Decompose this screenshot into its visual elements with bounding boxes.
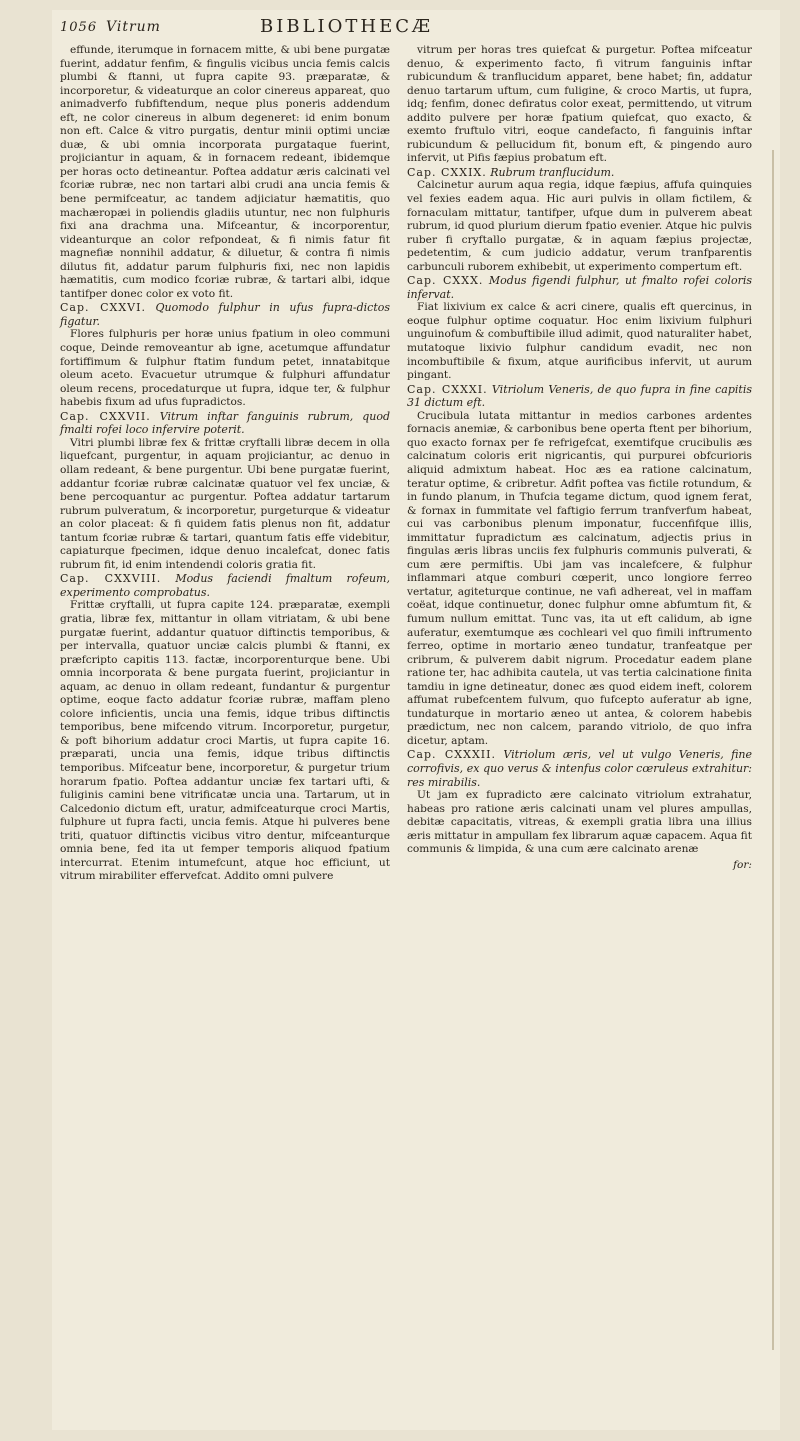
chapter-heading bbox=[60, 301, 390, 328]
paragraph: vitrum per horas tres quiefcat & purgetur. Poftea mifceatur denuo, & experimento facto, fi vitrum fanguinis inftar rubicundum & tranflucidum apparet, bene habet; fin, addatur denuo tartarum uftum, cum fuligine, & croco Martis, ut fupra, idq; fenfim, donec defiratus color exeat, permittendo, ut vitrum addito pulvere per horæ fpatium quiefcat, quo exacto, & exemto fruftulo vitri, eoque candefacto, fi fanguinis inftar rubicundum & pellucidum fit, bonum eft, & pingendo auro infervit, ut Pifis fæpius probatum eft. bbox=[407, 44, 752, 165]
page-edge-shadow bbox=[772, 150, 774, 1350]
running-head: BIBLIOTHECÆ bbox=[260, 16, 434, 37]
paragraph: Ut jam ex fupradicto ære calcinato vitriolum extrahatur, habeas pro ratione æris calcinati unam vel plures ampullas, debitæ capacitatis, vitreas, & exempli gratia libra una illius æris mittatur in ampullam fex librarum aquæ capacem. Aqua fit communis & limpida, & una cum ære calcinato arenæ bbox=[407, 789, 752, 856]
paragraph: Calcinetur aurum aqua regia, idque fæpius, affufa quinquies vel fexies eadem aqua. Hic auri pulvis in ollam fictilem, & fornaculam mittatur, tantifper, ufque dum in pulverem abeat rubrum, id quod plurium dierum fpatio evenier. Atque hic pulvis ruber fi cryftallo purgatæ, & in aquam fæpius projectæ, pedetentim, & cum judicio addatur, verum tranfparentis carbunculi ruborem exhibebit, ut experimento compertum eft. bbox=[407, 179, 752, 273]
chapter-number: Cap. CXXIX. bbox=[407, 165, 487, 179]
chapter-heading bbox=[60, 410, 390, 437]
chapter-number: Cap. CXXVIII. bbox=[60, 572, 162, 586]
catchword: for: bbox=[733, 858, 752, 871]
paragraph: Flores fulphuris per horæ unius fpatium in oleo communi coque, Deinde removeantur ab igne, acetumque affundatur fortiffimum & fulphur ftatim fundum petet, innatabitque oleum aceto. Evacuetur utrumque & fulphuri affundatur oleum recens, procedaturque ut fupra, idque ter, & fulphur habebis fixum ad ufus fupradictos. bbox=[60, 328, 390, 409]
chapter-title: Modus faciendi fmaltum rofeum, experimento comprobatus. bbox=[60, 572, 390, 599]
chapter-heading bbox=[407, 383, 752, 410]
chapter-heading bbox=[407, 274, 752, 301]
paragraph: effunde, iterumque in fornacem mitte, & ubi bene purgatæ fuerint, addatur fenfim, & fingulis vicibus uncia femis calcis plumbi & ftanni, ut fupra capite 93. præparatæ, & incorporetur, & videaturque an color cinereus appareat, quo animadverfo fubfiftendum, neque plus poneris addendum eft, ne color cinereus in album degeneret: id enim bonum non eft. Calce & vitro purgatis, dentur minii optimi unciæ duæ, & ubi omnia incorporata purgataque fuerint, projiciantur in aquam, & in fornacem redeant, ibidemque per horas octo detineantur. Poftea addatur æris calcinati vel fcoriæ rubræ, nec non tartari albi crudi ana uncia femis & bene permifceatur, ac tandem adjiciatur hæmatitis, quo machæropæi in poliendis gladiis utuntur, nec non fulphuris fixi ana drachma una. Mifceantur, & incorporentur, videanturque an color refpondeat, & fi nimis fatur fit magnefiæ nonnihil addatur, & diluetur, & contra fi nimis dilutus fit, addatur parum fulphuris fixi, nec non lapidis hæmatitis, cum modico fcoriæ rubræ, & tartari albi, idque tantifper donec color ex voto fit. bbox=[60, 44, 390, 300]
chapter-heading bbox=[407, 166, 752, 180]
chapter-number: Cap. CXXVII. bbox=[60, 409, 151, 423]
chapter-title: Vitrum inftar fanguinis rubrum, quod fmalti rofei loco infervire poterit. bbox=[60, 409, 391, 437]
page-section-title: Vitrum bbox=[106, 19, 161, 35]
page-header bbox=[60, 14, 760, 40]
paragraph: Frittæ cryftalli, ut fupra capite 124. præparatæ, exempli gratia, libræ fex, mittantur in ollam vitriatam, & ubi bene purgatæ fuerint, addantur quatuor diftinctis temporibus, & per intervalla, quatuor unciæ calcis plumbi & ftanni, ex præfcripto capitis 113. factæ, incorporenturque bene. Ubi omnia incorporata & bene purgata fuerint, projiciantur in aquam, ac denuo in ollam redeant, fundantur & purgentur optime, eoque facto addatur fcoriæ rubræ, maffam pleno colore inficientis, uncia una femis, idque tribus diftinctis temporibus, bene mifcendo vitrum. Incorporetur, purgetur, & poft bihorium addatur croci Martis, ut fupra capite 16. præparati, uncia una femis, idque tribus diftinctis temporibus. Mifceatur bene, incorporetur, & purgetur trium horarum fpatio. Poftea addantur unciæ fex tartari ufti, & fuliginis camini bene vitrificatæ uncia una. Tartarum, ut in Calcedonio dictum eft, uratur, admifceaturque croci Martis, fulphure ut fupra facti, uncia femis. Atque hi pulveres bene triti, quatuor diftinctis vicibus vitro dentur, mifceanturque omnia bene, fed ita ut femper temporis aliquod fpatium intercurrat. Etenim intumefcunt, atque hoc efficiunt, ut vitrum mirabiliter effervefcat. Addito omni pulvere bbox=[60, 599, 390, 883]
chapter-heading bbox=[407, 748, 752, 789]
chapter-number: Cap. CXXXI. bbox=[407, 382, 488, 396]
chapter-number: Cap. CXXX. bbox=[407, 274, 484, 288]
chapter-number: Cap. CXXVI. bbox=[60, 301, 146, 315]
chapter-title: Quomodo fulphur in ufus fupra-dictos figatur. bbox=[60, 301, 391, 328]
paragraph: Crucibula lutata mittantur in medios carbones ardentes fornacis anemiæ, & carbonibus bene operta ftent per bihorium, quo exacto fornax per fe refrigefcat, exemtifque crucibulis æs calcinatum coloris erit nigricantis, qui purpurei obfcurioris aliquid admixtum habeat. Hoc æs ea ratione calcinatum, teratur optime, & cribretur. Adfit poftea vas fictile rotundum, & in fundo planum, in Thufcia tegame dictum, quod ignem ferat, & fornax in fummitate vel faftigio ferrum tranfverfum habeat, cui vas carbonibus plenum imponatur, fuccenfifque illis, immittatur fupradictum æs calcinatum, adjectis prius in fingulas æris libras unciis fex fulphuris communis pulverati, & cum ære permiftis. Ubi jam vas incalefcere, & fulphur inflammari atque comburi cœperit, unco longiore ferreo vertatur, agiteturque continue, ne vafi adhereat, vel in maffam coëat, idque continuetur, donec fulphur omne abfumtum fit, & fumum nullum emittat. Tunc vas, ita ut eft calidum, ab igne auferatur, exemtumque æs cochleari vel quo fimili inftrumento ferreo, optime in mortario æneo tundatur, tranfeatque per cribrum, & pulverem dabit nigrum. Procedatur eadem plane ratione ter, hac adhibita cautela, ut vas tertia calcinatione finita tamdiu in igne detineatur, donec æs quod eidem ineft, colorem affumat rubefcentem fulvum, quo fufcepto auferatur ab igne, tundaturque in mortario æneo ut antea, & colorem habebis prædictum, nec non calcem, parando vitriolo, de quo infra dicetur, aptam. bbox=[407, 409, 752, 747]
page-number: 1056 bbox=[60, 20, 98, 35]
chapter-title: Modus figendi fulphur, ut fmalto rofei coloris infervat. bbox=[407, 274, 752, 301]
chapter-number: Cap. CXXXII. bbox=[407, 748, 496, 762]
left-text-column bbox=[60, 44, 390, 884]
chapter-heading bbox=[60, 572, 390, 599]
right-text-column bbox=[407, 44, 752, 872]
chapter-title: Rubrum tranflucidum. bbox=[490, 165, 615, 179]
paragraph: Vitri plumbi libræ fex & frittæ cryftalli libræ decem in olla liquefcant, purgentur, in aquam projiciantur, ac denuo in ollam redeant, & bene purgentur. Ubi bene purgatæ fuerint, addantur fcoriæ rubræ calcinatæ quatuor vel fex unciæ, & bene percoquantur ac purgentur. Poftea addatur tartarum rubrum pulveratum, & incorporetur, purgeturque & videatur an color placeat: & fi quidem fatis plenus non fit, addatur tantum fcoriæ rubræ & tartari, quantum fatis effe videbitur, capiaturque fpecimen, idque denuo incalefcat, donec fatis rubrum fit, id enim intendendi coloris gratia fit. bbox=[60, 436, 390, 571]
chapter-title: Vitriolum Veneris, de quo fupra in fine capitis 31 dictum eft. bbox=[407, 382, 752, 410]
paragraph: Fiat lixivium ex calce & acri cinere, qualis eft quercinus, in eoque fulphur optime coquatur. Hoc enim lixivium fulphuri unguinofum & combuftibile illud adimit, quod naturaliter habet, mutatoque lixivio fulphur candidum evadit, nec non incombuftibile & fixum, atque aurificibus infervit, ut aurum pingant. bbox=[407, 301, 752, 382]
chapter-title: Vitriolum æris, vel ut vulgo Veneris, fine corrofivis, ex quo verus & intenfus color cœruleus extrahitur: res mirabilis. bbox=[407, 748, 753, 789]
